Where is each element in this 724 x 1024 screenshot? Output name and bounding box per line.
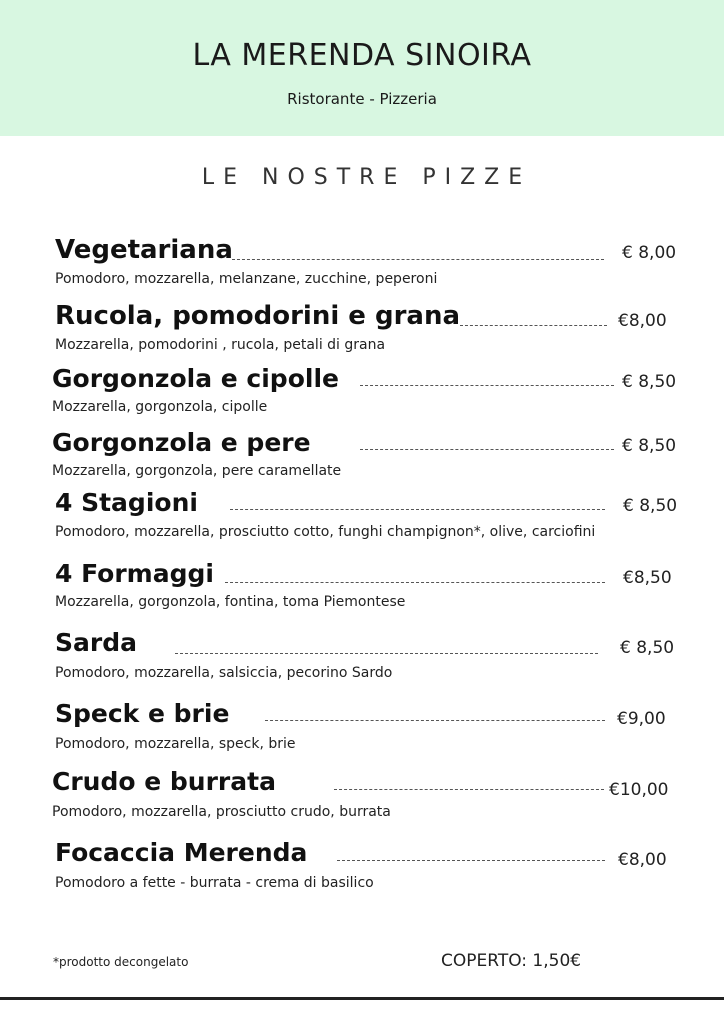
restaurant-name: LA MERENDA SINOIRA (192, 38, 532, 73)
cover-charge: COPERTO: 1,50€ (441, 951, 582, 971)
item-price: € 8,00 (622, 243, 677, 263)
item-description: Mozzarella, gorgonzola, cipolle (52, 399, 268, 415)
item-price: € 8,50 (623, 496, 678, 516)
section-title: LE NOSTRE PIZZE (201, 165, 532, 190)
item-price: €8,50 (623, 568, 672, 588)
dotted-leader (265, 720, 605, 721)
dotted-leader (460, 325, 607, 326)
item-price: € 8,50 (622, 372, 677, 392)
dotted-leader (175, 653, 598, 654)
dotted-leader (337, 860, 605, 861)
item-name: Sarda (55, 628, 137, 657)
item-description: Pomodoro, mozzarella, prosciutto cotto, funghi champignon*, olive, carciofini (55, 524, 596, 540)
item-price: € 8,50 (622, 436, 677, 456)
item-name: 4 Stagioni (55, 488, 198, 517)
item-name: Crudo e burrata (52, 767, 276, 796)
header-banner (0, 0, 724, 136)
item-name: Gorgonzola e cipolle (52, 364, 339, 393)
item-description: Pomodoro, mozzarella, prosciutto crudo, burrata (52, 804, 391, 820)
dotted-leader (334, 789, 604, 790)
item-name: Gorgonzola e pere (52, 428, 311, 457)
item-name: 4 Formaggi (55, 559, 214, 588)
item-description: Pomodoro, mozzarella, salsiccia, pecorino Sardo (55, 665, 393, 681)
item-price: €10,00 (609, 780, 669, 800)
restaurant-subtitle: Ristorante - Pizzeria (287, 90, 437, 108)
item-name: Rucola, pomodorini e grana (55, 301, 461, 331)
item-price: €8,00 (618, 850, 667, 870)
item-price: € 8,50 (620, 638, 675, 658)
item-price: €8,00 (618, 311, 667, 331)
item-description: Mozzarella, gorgonzola, pere caramellate (52, 463, 342, 479)
item-name: Speck e brie (55, 699, 230, 728)
item-price: €9,00 (617, 709, 666, 729)
item-description: Pomodoro, mozzarella, speck, brie (55, 736, 296, 752)
bottom-divider (0, 997, 724, 1000)
item-name: Vegetariana (55, 235, 233, 265)
item-name: Focaccia Merenda (55, 838, 308, 867)
frozen-product-footnote: *prodotto decongelato (53, 955, 189, 969)
dotted-leader (360, 385, 614, 386)
item-description: Pomodoro a fette - burrata - crema di basilico (55, 875, 374, 891)
dotted-leader (230, 509, 605, 510)
dotted-leader (360, 449, 614, 450)
item-description: Mozzarella, gorgonzola, fontina, toma Piemontese (55, 594, 406, 610)
item-description: Mozzarella, pomodorini , rucola, petali di grana (55, 337, 386, 353)
dotted-leader (225, 582, 605, 583)
dotted-leader (232, 259, 604, 260)
item-description: Pomodoro, mozzarella, melanzane, zucchine, peperoni (55, 271, 438, 287)
